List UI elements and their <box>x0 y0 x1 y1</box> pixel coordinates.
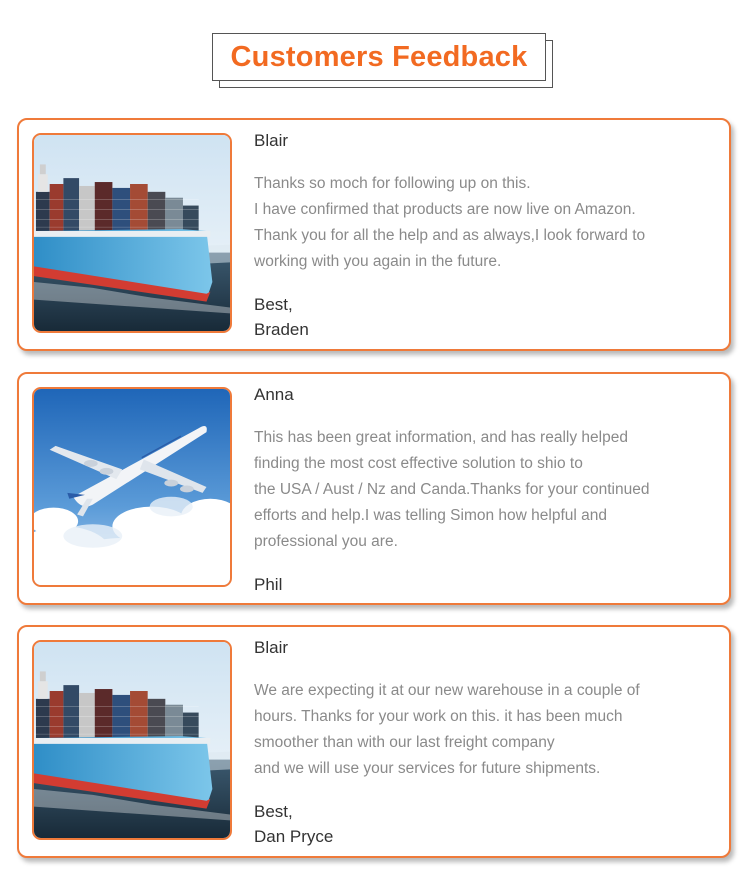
review-line: efforts and help.I was telling Simon how helpful and <box>254 507 607 524</box>
review-card <box>17 118 731 351</box>
review-content <box>254 130 709 342</box>
review-line: professional you are. <box>254 533 398 550</box>
review-signature <box>254 572 709 597</box>
review-line: hours. Thanks for your work on this. it has been much <box>254 708 623 725</box>
page-title: Customers Feedback <box>230 40 528 73</box>
container-ship-image <box>32 133 232 333</box>
review-card <box>17 372 731 605</box>
review-line: and we will use your services for future shipments. <box>254 760 601 777</box>
reviewer-name: Blair <box>254 131 289 150</box>
review-content <box>254 384 709 597</box>
reviewer-name: Blair <box>254 638 289 657</box>
signature-line: Braden <box>254 320 309 339</box>
review-line: Thank you for all the help and as always,I look forward to <box>254 227 646 244</box>
review-message <box>254 171 709 275</box>
review-signature <box>254 799 709 849</box>
container-ship-image <box>32 640 232 840</box>
review-message <box>254 425 709 555</box>
review-signature <box>254 292 709 342</box>
title-badge <box>212 33 548 83</box>
review-line: Thanks so moch for following up on this. <box>254 175 531 192</box>
review-line: I have confirmed that products are now live on Amazon. <box>254 201 636 218</box>
review-message <box>254 678 709 782</box>
review-line: This has been great information, and has really helped <box>254 429 628 446</box>
signature-line: Best, <box>254 802 293 821</box>
review-line: the USA / Aust / Nz and Canda.Thanks for your continued <box>254 481 650 498</box>
signature-line: Best, <box>254 295 293 314</box>
review-line: smoother than with our last freight company <box>254 734 555 751</box>
title-box <box>212 33 546 81</box>
reviewer-name: Anna <box>254 385 294 404</box>
signature-line: Phil <box>254 575 283 594</box>
review-card <box>17 625 731 858</box>
review-content <box>254 637 709 849</box>
signature-line: Dan Pryce <box>254 827 334 846</box>
review-line: finding the most cost effective solution to shio to <box>254 455 583 472</box>
review-line: working with you again in the future. <box>254 253 502 270</box>
review-line: We are expecting it at our new warehouse in a couple of <box>254 682 640 699</box>
airplane-image <box>32 387 232 587</box>
